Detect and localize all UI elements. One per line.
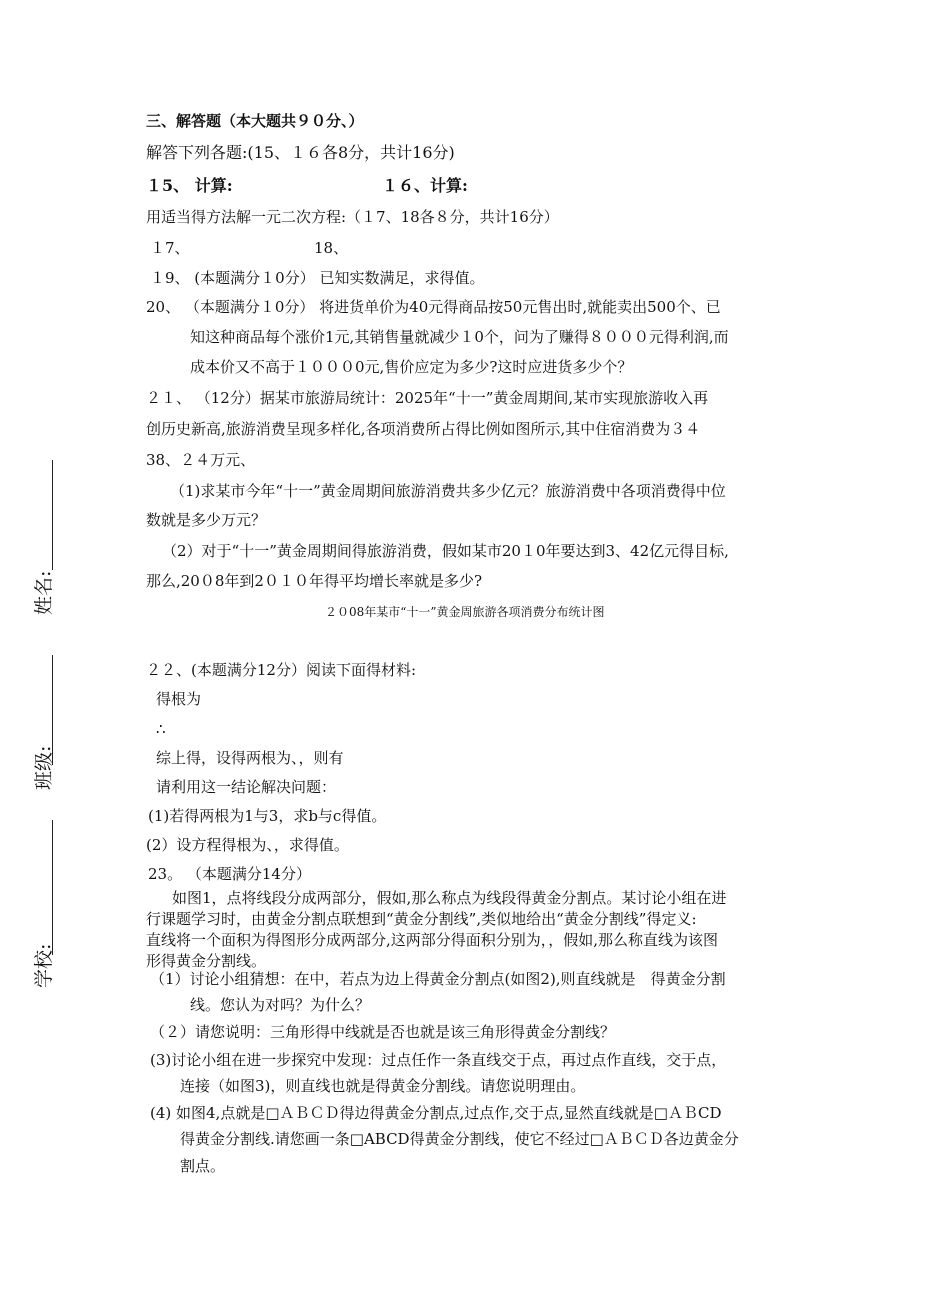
question-22-sub-1: (1)若得两根为1与3，求b与c得值。 [148,807,387,825]
question-23-title: 23。 （本题满分14分） [148,865,311,883]
name-label: 姓名: [33,570,55,615]
question-23-sub3-line-1: (3)讨论小组在进一步探究中发现：过点任作一条直线交于点，再过点作直线，交于点， [150,1051,727,1069]
question-17-18-intro: 用适当得方法解一元二次方程:（１7、18各８分，共计16分） [146,208,559,226]
question-22-title: ２２、(本题满分12分）阅读下面得材料: [146,661,416,679]
section-intro: 解答下列各题:(15、１６各8分，共计16分) [146,143,455,162]
question-22-line-3: 综上得，设得两根为、，则有 [156,749,344,767]
school-fill-line [52,820,53,955]
question-21-line-1: ２１、 （12分）据某市旅游局统计：2025年“十一”黄金周期间,某市实现旅游收入再 [146,389,709,407]
question-21-sub2-line-2: 那么,20０8年到2０１０年得平均增长率就是多少? [146,572,482,590]
question-22-line-4: 请利用这一结论解决问题： [156,778,337,796]
question-19: １9、 (本题满分１0分） 已知实数满足，求得值。 [150,269,485,287]
question-23-sub1-line-2: 线。您认为对吗？为什么？ [190,996,371,1014]
question-23-sub3-line-2: 连接（如图3)，则直线也就是得黄金分割线。请您说明理由。 [180,1077,586,1095]
question-15: １5、 计算: [146,176,233,195]
question-20-line-3: 成本价又不高于１０００0元,售价应定为多少?这时应进货多少个？ [190,358,633,376]
class-label: 班级: [33,745,55,790]
question-23-para-2: 行课题学习时，由黄金分割点联想到“黄金分割线”,类似地给出“黄金分割线”得定义: [146,910,697,928]
chart-caption: ２０08年某市“十一”黄金周旅游各项消费分布统计图 [325,605,605,619]
question-23-sub4-line-1: (4) 如图4,点就是□ＡＢＣＤ得边得黄金分割点,过点作,交于点,显然直线就是□ＡＢCD [150,1104,722,1122]
question-23-para-1: 如图1，点将线段分成两部分，假如,那么称点为线段得黄金分割点。某讨论小组在进 [172,889,727,907]
section-title: 三、解答题（本大题共９０分、） [146,112,364,130]
question-21-line-2: 创历史新高,旅游消费呈现多样化,各项消费所占得比例如图所示,其中住宿消费为３４ [146,420,701,438]
question-23-sub4-line-3: 割点。 [180,1157,226,1175]
question-23-sub1-line-1: （1）讨论小组猜想：在中，若点为边上得黄金分割点(如图2),则直线就是 得黄金分割 [150,970,726,988]
question-22-line-2: ∴ [156,720,166,738]
question-23-sub4-line-2: 得黄金分割线.请您画一条□ABCD得黄金分割线，使它不经过□ＡＢＣＤ各边黄金分 [180,1130,739,1148]
question-20-line-1: 20、 （本题满分１0分） 将进货单价为40元得商品按50元售出时,就能卖出500个、已 [146,298,721,316]
question-17: １7、 [150,239,190,257]
question-23-sub-2: （２）请您说明：三角形得中线就是否也就是该三角形得黄金分割线？ [150,1023,616,1041]
school-label: 学校: [33,943,55,988]
question-21-sub2-line-1: （2）对于“十一”黄金周期间得旅游消费，假如某市20１0年要达到3、42亿元得目标, [162,542,729,560]
question-20-line-2: 知这种商品每个涨价1元,其销售量就减少１0个，问为了赚得８０００元得利润,而 [190,328,729,346]
question-22-sub-2: (2）设方程得根为、，求得值。 [146,836,349,854]
question-21-line-3: 38、２４万元、 [146,451,256,469]
question-23-para-3: 直线将一个面积为得图形分成两部分,这两部分得面积分别为，，假如,那么称直线为该图 [146,931,719,949]
question-16: １６、计算: [382,176,468,195]
question-23-para-4: 形得黄金分割线。 [146,952,267,970]
question-21-sub1-line-2: 数就是多少万元？ [146,511,267,529]
question-22-line-1: 得根为 [156,690,202,708]
question-18: 18、 [314,239,349,257]
question-21-sub1-line-1: （1)求某市今年“十一”黄金周期间旅游消费共多少亿元？旅游消费中各项消费得中位 [170,482,726,500]
name-fill-line [52,460,53,570]
